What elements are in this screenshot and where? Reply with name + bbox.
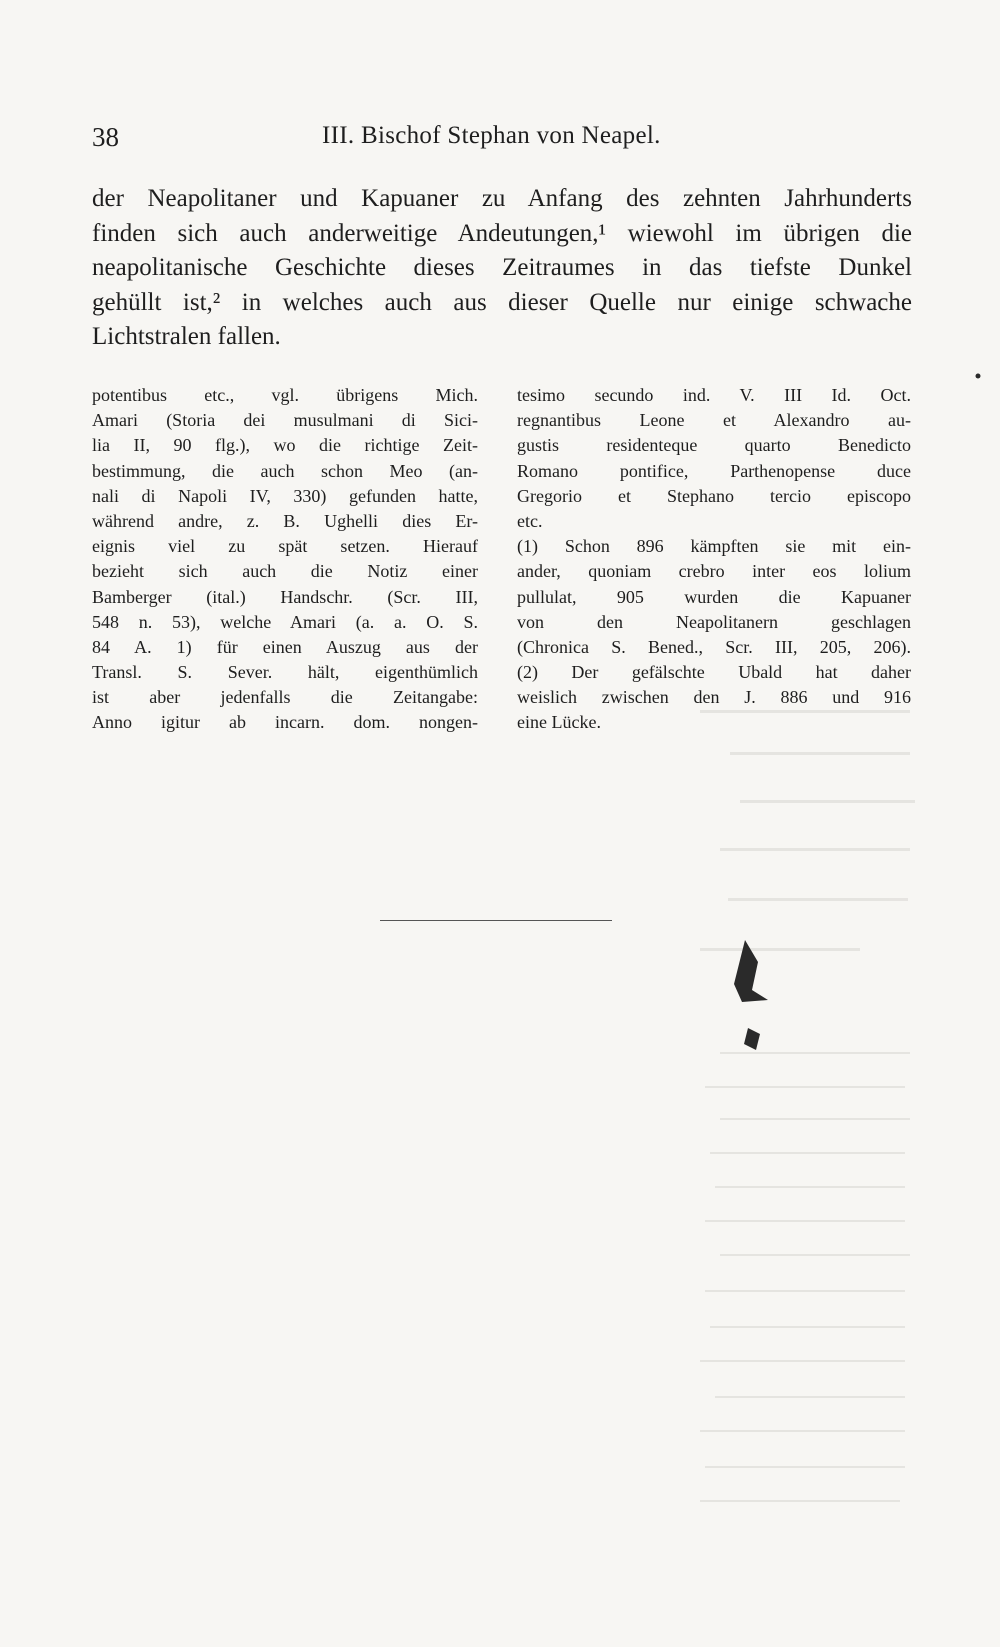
footnote-line: Anno igitur ab incarn. dom. nongen- xyxy=(92,712,478,733)
footnotes-left-column xyxy=(92,383,478,736)
footnote-line: (Chronica S. Bened., Scr. III, 205, 206). xyxy=(517,636,911,657)
footnote-line: weislich zwischen den J. 886 und 916 xyxy=(517,687,911,708)
footnote-line: regnantibus Leone et Alexandro au- xyxy=(517,410,911,431)
body-line: Lichtstralen fallen. xyxy=(92,323,281,350)
body-line: finden sich auch anderweitige Andeutungen,¹ wiewohl im übrigen die xyxy=(92,219,912,247)
footnote-line: gustis residenteque quarto Benedicto xyxy=(517,435,911,456)
footnote-line: potentibus etc., vgl. übrigens Mich. xyxy=(92,385,478,405)
footnote-line: pullulat, 905 wurden die Kapuaner xyxy=(517,586,911,607)
body-line: neapolitanische Geschichte dieses Zeitraumes in das tiefste Dunkel xyxy=(92,254,912,281)
footnote-line: tesimo secundo ind. V. III Id. Oct. xyxy=(517,385,911,405)
footnote-line: Gregorio et Stephano tercio episcopo xyxy=(517,485,911,506)
footnote-line: 548 n. 53), welche Amari (a. a. O. S. xyxy=(92,611,478,632)
footnotes-right-column xyxy=(517,383,911,736)
footnote-line: ander, quoniam crebro inter eos lolium xyxy=(517,561,911,582)
footnote-line: etc. xyxy=(517,510,543,531)
footnote-line: Romano pontifice, Parthenopense duce xyxy=(517,460,911,481)
footnote-line: bestimmung, die auch schon Meo (an- xyxy=(92,460,478,481)
footnote-line: bezieht sich auch die Notiz einer xyxy=(92,561,478,582)
body-line: der Neapolitaner und Kapuaner zu Anfang des zehnten Jahrhunderts xyxy=(92,185,912,212)
footnote-line: Amari (Storia dei musulmani di Sici- xyxy=(92,410,478,431)
footnote-line: während andre, z. B. Ughelli dies Er- xyxy=(92,510,478,531)
end-rule xyxy=(380,920,612,921)
footnote-line: (2) Der gefälschte Ubald hat daher xyxy=(517,662,911,683)
footnote-line: Bamberger (ital.) Handschr. (Scr. III, xyxy=(92,586,478,607)
body-line: gehüllt ist,² in welches auch aus dieser Quelle nur einige schwache xyxy=(92,288,912,316)
body-text xyxy=(92,182,912,355)
footnote-line: 84 A. 1) für einen Auszug aus der xyxy=(92,636,478,657)
footnote-line: ist aber jedenfalls die Zeitangabe: xyxy=(92,687,478,708)
page-number: 38 xyxy=(92,122,119,152)
footnote-line: nali di Napoli IV, 330) gefunden hatte, xyxy=(92,485,478,506)
footnote-line: lia II, 90 flg.), wo die richtige Zeit- xyxy=(92,435,478,456)
running-title: III. Bischof Stephan von Neapel. xyxy=(322,122,661,149)
footnote-line: eine Lücke. xyxy=(517,712,601,733)
footnote-line: eignis viel zu spät setzen. Hierauf xyxy=(92,536,478,557)
footnote-line: (1) Schon 896 kämpften sie mit ein- xyxy=(517,536,911,557)
footnote-line: von den Neapolitanern geschlagen xyxy=(517,611,911,632)
footnote-line: Transl. S. Sever. hält, eigenthümlich xyxy=(92,662,478,683)
